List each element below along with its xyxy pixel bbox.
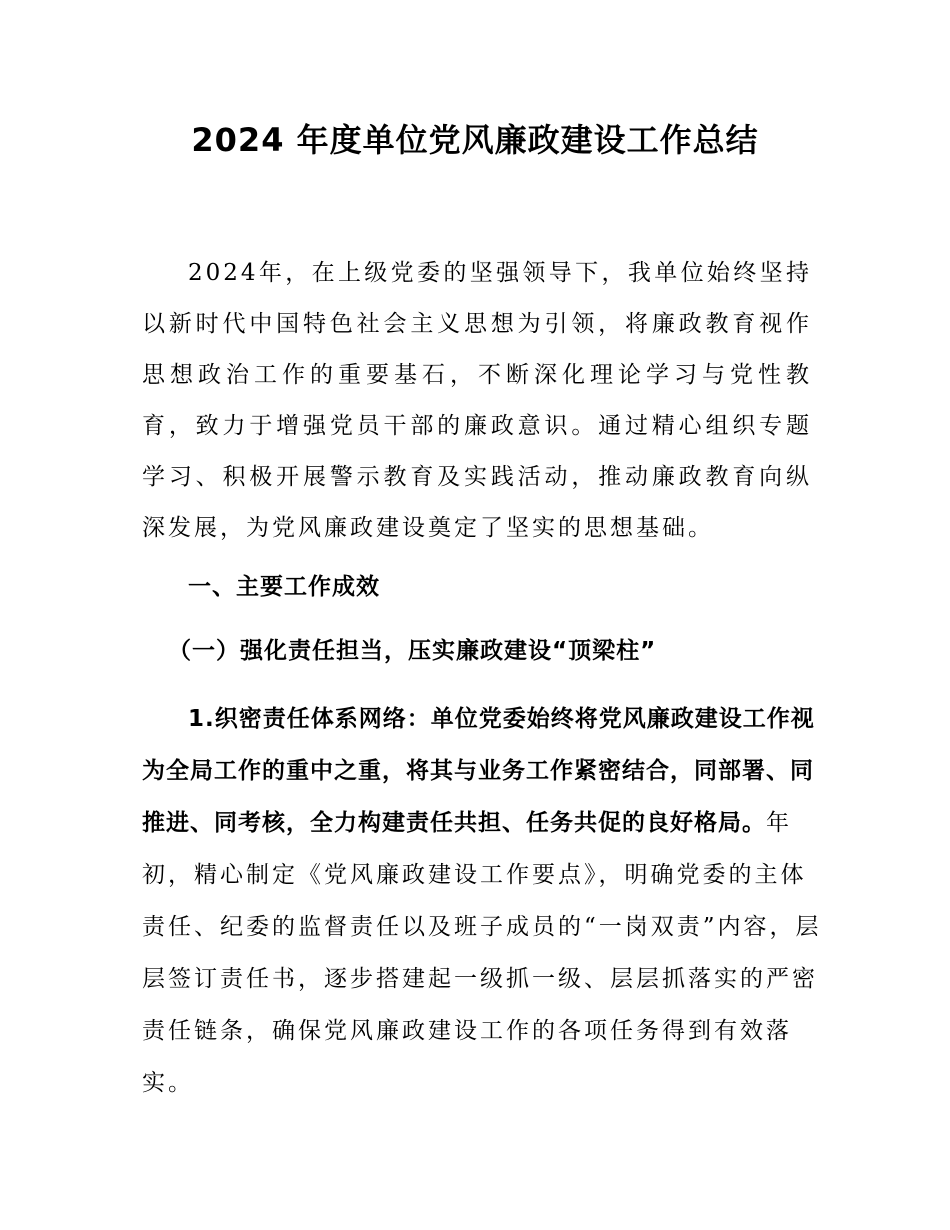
item-body-text: 年初，精心制定《党风廉政建设工作要点》，明确党委的主体责任、纪委的监督责任以及班子成员的“一岗双责”内容，层层签订责任书，逐步搭建起一级抓一级、层层抓落实的严密责任链条，确保党风廉政建设工作的各项任务得到有效落实。 (142, 810, 822, 1096)
item-lead-text: 1.织密责任体系网络：单位党委始终将党风廉政建设工作视为全局工作的重中之重，将其与业务工作紧密结合，同部署、同推进、同考核，全力构建责任共担、任务共促的良好格局。 (142, 706, 815, 836)
item-paragraph (142, 693, 832, 1109)
intro-paragraph: 2024年，在上级党委的坚强领导下，我单位始终坚持以新时代中国特色社会主义思想为引领，将廉政教育视作思想政治工作的重要基石，不断深化理论学习与党性教育，致力于增强党员干部的廉政意识。通过精心组织专题学习、积极开展警示教育及实践活动，推动廉政教育向纵深发展，为党风廉政建设奠定了坚实的思想基础。 (142, 260, 812, 541)
document-title: 2024 年度单位党风廉政建设工作总结 (191, 121, 759, 159)
section-heading: 一、主要工作成效 (188, 574, 380, 600)
subsection-heading: （一）强化责任担当，压实廉政建设“顶梁柱” (168, 638, 657, 664)
